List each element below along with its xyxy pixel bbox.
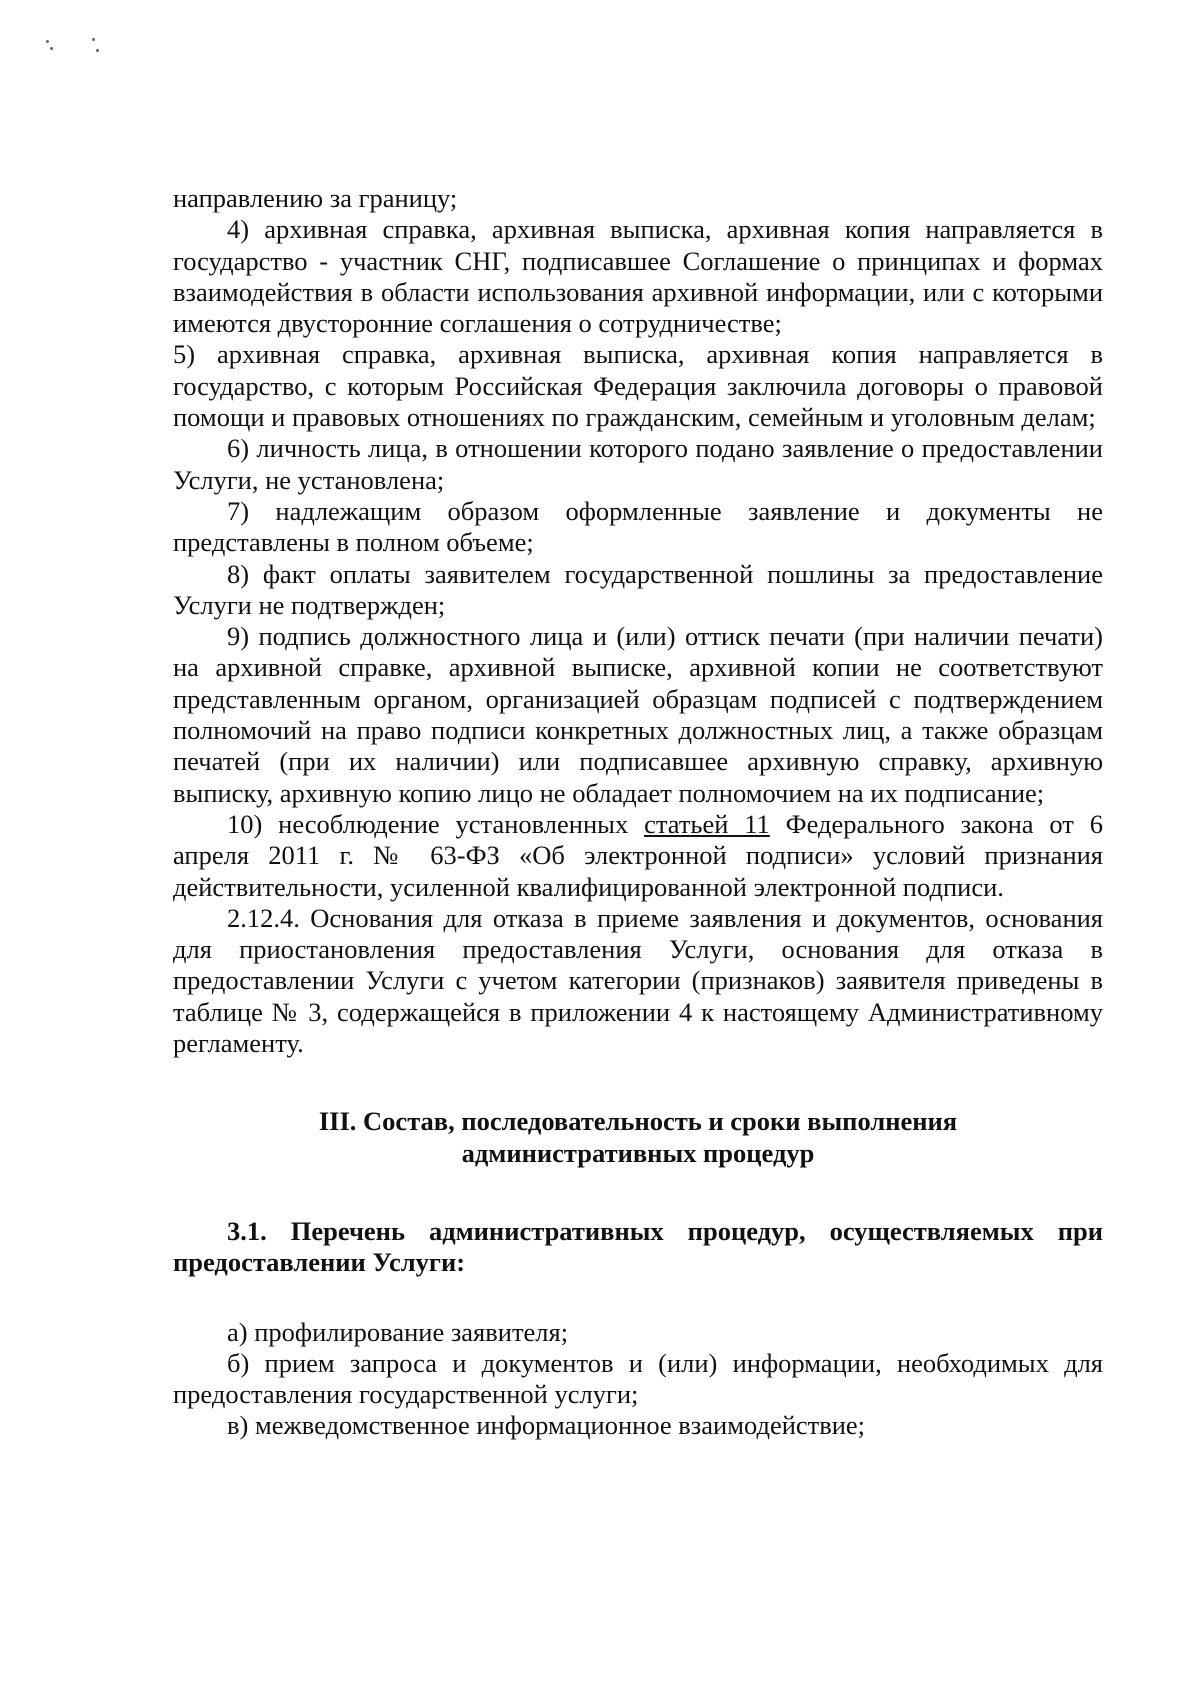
paragraph-item-9: 9) подпись должностного лица и (или) оттиск печати (при наличии печати) на архивной справке, архивной выписке, архивной копии не соответствуют представленным органом, организацией образцам подписей с подтверждением полномочий на право подписи конкретных должностных лиц, а также образцам печатей (при их наличии) или подписавшее архивную справку, архивную выписку, архивную копию лицо не обладает полномочием на их подписание; — [173, 621, 1103, 808]
procedures-list — [173, 1317, 1103, 1442]
section-heading-line-2: административных процедур — [461, 1137, 815, 1168]
paragraph-item-5: 5) архивная справка, архивная выписка, архивная копия направляется в государство, с которым Российская Федерация заключила договоры о правовой помощи и правовых отношениях по гражданским, семейным и уголовным делам; — [173, 339, 1103, 433]
subsection-heading: 3.1. Перечень административных процедур, осуществляемых при предоставлении Услуги: — [173, 1215, 1103, 1278]
document-body — [173, 183, 1103, 1442]
paragraph-2-12-4: 2.12.4. Основания для отказа в приеме заявления и документов, основания для приостановления предоставления Услуги, основания для отказа в предоставлении Услуги с учетом категории (признаков) заявителя приведены в таблице № 3, содержащейся в приложении 4 к настоящему Административному регламенту. — [173, 902, 1103, 1059]
paragraph-item-10-text-end: Федерального закона от 6 апреля 2011 г. № 63-ФЗ «Об электронной подписи» условий признания действительности, усиленной квалифицированной электронной подписи. — [173, 808, 1103, 902]
paragraph-item-4: 4) архивная справка, архивная выписка, архивная копия направляется в государство - участник СНГ, подписавшее Соглашение о принципах и формах взаимодействия в области использования архивной информации, или с которыми имеются двусторонние соглашения о сотрудничестве; — [173, 214, 1103, 339]
paragraph-item-7: 7) надлежащим образом оформленные заявление и документы не представлены в полном объеме; — [173, 495, 1103, 558]
law-article-link[interactable]: статьей 11 — [644, 808, 770, 839]
section-heading — [173, 1106, 1103, 1169]
paragraph-item-8: 8) факт оплаты заявителем государственной пошлины за предоставление Услуги не подтвержден; — [173, 558, 1103, 620]
list-item-a: а) профилирование заявителя; — [227, 1316, 569, 1347]
section-heading-line-1: III. Состав, последовательность и сроки выполнения — [318, 1106, 958, 1137]
paragraph-item-10 — [173, 809, 1103, 903]
scan-specks — [40, 38, 120, 58]
paragraph-continuation: направлению за границу; — [173, 183, 458, 213]
scan-speck — [92, 38, 95, 41]
scan-speck — [50, 47, 53, 50]
scan-speck — [96, 49, 99, 52]
paragraph-item-10-text-start: 10) несоблюдение установленных — [227, 808, 645, 839]
list-item-c: в) межведомственное информационное взаимодействие; — [227, 1410, 866, 1441]
paragraph-item-6: 6) личность лица, в отношении которого подано заявление о предоставлении Услуги, не установлена; — [173, 433, 1103, 495]
scan-speck — [46, 40, 49, 43]
list-item-b: б) прием запроса и документов и (или) информации, необходимых для предоставления государственной услуги; — [173, 1347, 1103, 1410]
